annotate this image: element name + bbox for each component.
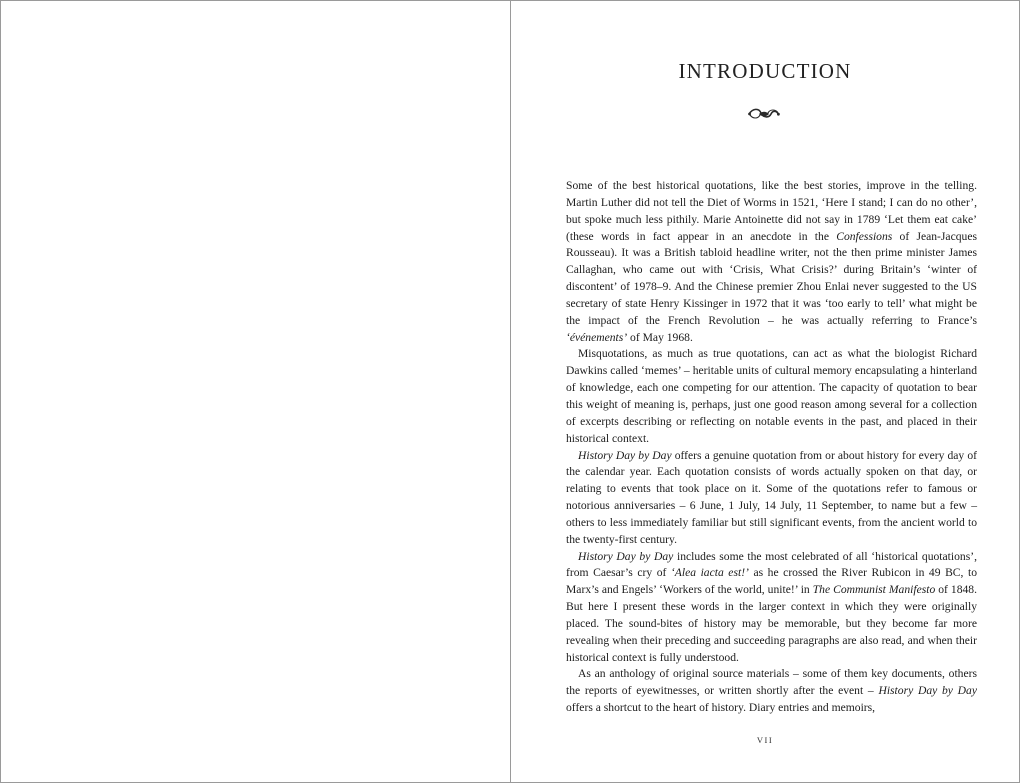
italic-run: Confessions: [836, 229, 893, 243]
italic-run: ‘événements’: [566, 330, 628, 344]
text-run: Misquotations, as much as true quotations, can act as what the biologist Richard Dawkins called ‘memes’ – heritable units of cultural memory encapsulating a hinterland of knowledge, each one competing for our attention. The capacity of quotation to bear this weight of meaning is, perhaps, just one good reason among several for a collection of excerpts describing or reflecting on notable events in the past, and placed in their historical context.: [566, 347, 977, 445]
text-run: of May 1968.: [627, 330, 693, 344]
text-run: Some of the best historical quotations, like the best stories, improve in the telling. Martin Luther did not tell the Diet of Worms in 1521, ‘Here I stand; I can do no other’, but spoke much less pithily. Marie Antoinette did not say in 1789 ‘Let them eat cake’ (these words in fact appear in an anecdote in the: [566, 179, 977, 243]
text-run: offers a shortcut to the heart of history. Diary entries and memoirs,: [566, 701, 876, 715]
right-page: [511, 1, 1019, 782]
text-run: includes some the most celebrated of all ‘historical quotations’, from Caesar’s cry of: [566, 549, 977, 580]
italic-run: ‘Alea iacta est!’: [670, 566, 749, 580]
text-run: of Jean-Jacques Rousseau). It was a British tabloid headline writer, not the then prime minister James Callaghan, who came out with ‘Crisis, What Crisis?’ during Britain’s ‘winter of discontent’ of 1978–9. And the Chinese premier Zhou Enlai never suggested to the US secretary of state Henry Kissinger in 1972 that it was ‘too early to tell’ what might be the impact of the French Revolution – he was actually referring to France’s: [566, 229, 977, 327]
italic-run: History Day by Day: [578, 549, 674, 563]
text-run: as he crossed the River Rubicon in 49 BC, to Marx’s and Engels’ ‘Workers of the world, unite!’ in: [566, 566, 978, 597]
italic-run: History Day by Day: [878, 684, 977, 698]
scroll-flourish-icon: [747, 106, 781, 122]
page-number: VII: [756, 735, 774, 745]
text-run: offers a genuine quotation from or about history for every day of the calendar year. Each quotation consists of words actually spoken on that day, or relating to events that took place on it. Some of the quotations refer to famous or notorious anniversaries – 6 June, 1 July, 14 July, 11 September, to name but a few – others to less immediately familiar but still significant events, from the ancient world to the twenty-first century.: [566, 448, 977, 546]
italic-run: The Communist Manifesto: [812, 583, 936, 597]
introduction-body: [566, 178, 977, 717]
paragraph: [566, 549, 977, 667]
italic-run: History Day by Day: [578, 448, 672, 462]
paragraph: [566, 666, 977, 717]
paragraph: [566, 346, 977, 447]
left-page-blank: [1, 1, 511, 782]
text-run: As an anthology of original source materials – some of them key documents, others the reports of eyewitnesses, or written shortly after the event –: [566, 667, 977, 698]
text-run: of 1848. But here I present these words in the larger context in which they were originally placed. The sound-bites of history may be memorable, but they become far more revealing when their preceding and succeeding paragraphs are also read, and when their historical context is fully understood.: [566, 583, 977, 664]
paragraph: [566, 448, 977, 549]
page-title: INTRODUCTION: [678, 59, 852, 83]
paragraph: [566, 178, 977, 346]
